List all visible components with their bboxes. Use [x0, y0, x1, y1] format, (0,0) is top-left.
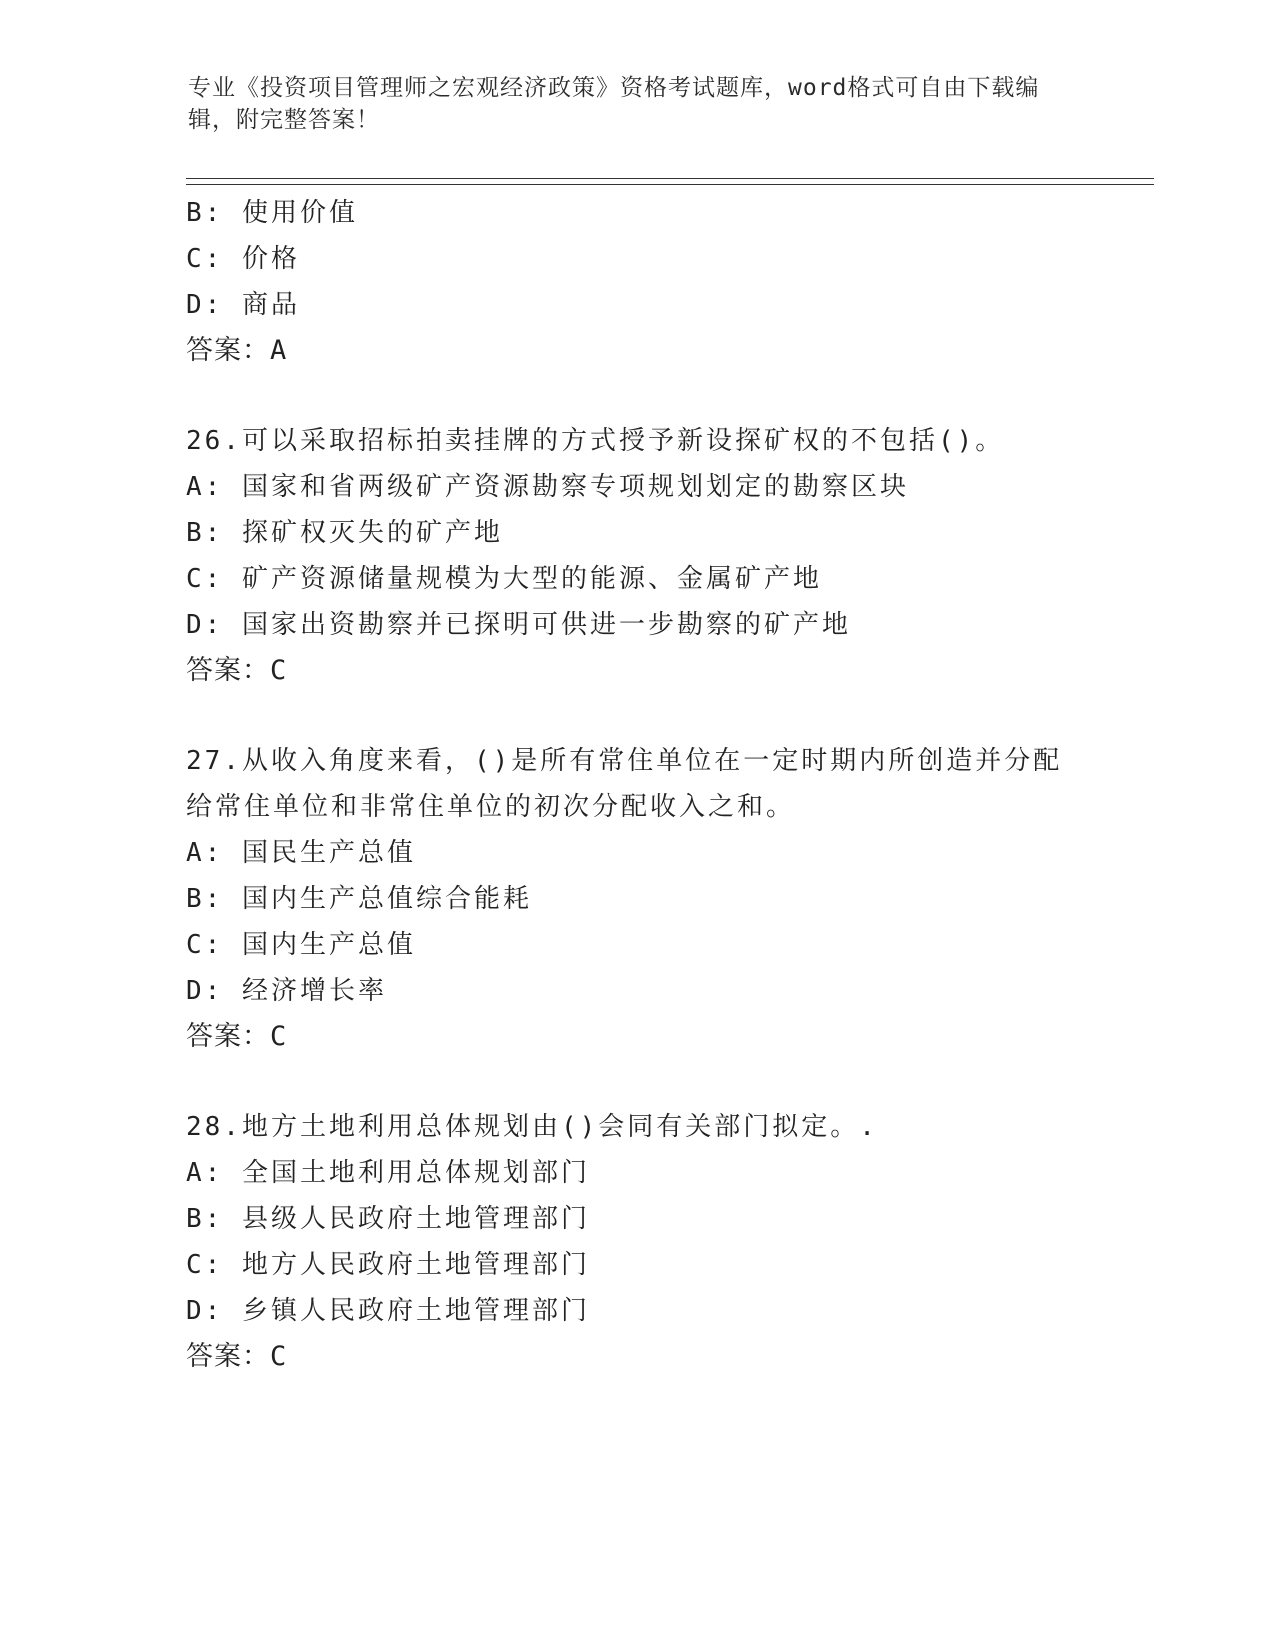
answer-value: C	[270, 1341, 288, 1372]
answer-label: 答案：	[186, 335, 270, 366]
question-stem: 27.从收入角度来看，()是所有常住单位在一定时期内所创造并分配给常住单位和非常住单位的初次分配收入之和。	[186, 746, 1063, 822]
option-letter: D:	[186, 290, 224, 320]
option-letter: B:	[186, 884, 224, 914]
option-b	[186, 876, 1146, 922]
header-rule-bottom	[186, 184, 1154, 185]
option-text: 地方人民政府土地管理部门	[241, 1250, 590, 1280]
option-a	[186, 464, 1146, 510]
option-letter: B:	[186, 518, 224, 548]
option-d	[186, 1288, 1146, 1334]
option-text: 国内生产总值	[241, 930, 416, 960]
option-letter: B:	[186, 1204, 224, 1234]
option-text: 全国土地利用总体规划部门	[241, 1158, 590, 1188]
answer-label: 答案：	[186, 1341, 270, 1372]
option-text: 县级人民政府土地管理部门	[241, 1204, 590, 1234]
partial-question	[186, 190, 1146, 374]
option-text: 国家和省两级矿产资源勘察专项规划划定的勘察区块	[241, 472, 909, 502]
option-letter: B:	[186, 198, 224, 228]
option-text: 使用价值	[241, 198, 358, 228]
question-list	[186, 190, 1146, 1380]
option-d	[186, 602, 1146, 648]
option-text: 价格	[241, 244, 300, 274]
option-letter: D:	[186, 610, 224, 640]
option-b	[186, 1196, 1146, 1242]
option-letter: C:	[186, 564, 224, 594]
answer-line	[186, 1014, 1146, 1060]
page-header: 专业《投资项目管理师之宏观经济政策》资格考试题库，word格式可自由下载编辑，附完整答案！	[188, 75, 1040, 133]
option-a	[186, 830, 1146, 876]
option-b	[186, 510, 1146, 556]
answer-line	[186, 328, 1146, 374]
question-stem: 28.地方土地利用总体规划由()会同有关部门拟定。.	[186, 1112, 878, 1142]
question-stem: 26.可以采取招标拍卖挂牌的方式授予新设探矿权的不包括()。	[186, 426, 1005, 456]
option-c	[186, 556, 1146, 602]
option-letter: D:	[186, 976, 224, 1006]
option-letter: A:	[186, 472, 224, 502]
question-27	[186, 738, 1146, 1060]
answer-value: C	[270, 1021, 288, 1052]
header-rule-top	[186, 178, 1154, 179]
option-letter: A:	[186, 1158, 224, 1188]
option-a	[186, 1150, 1146, 1196]
option-text: 国家出资勘察并已探明可供进一步勘察的矿产地	[241, 610, 851, 640]
answer-line	[186, 648, 1146, 694]
answer-value: C	[270, 655, 288, 686]
option-c	[186, 236, 1146, 282]
option-text: 国民生产总值	[241, 838, 416, 868]
option-letter: D:	[186, 1296, 224, 1326]
option-text: 商品	[241, 290, 300, 320]
answer-line	[186, 1334, 1146, 1380]
option-text: 矿产资源储量规模为大型的能源、金属矿产地	[241, 564, 822, 594]
option-d	[186, 968, 1146, 1014]
option-b	[186, 190, 1146, 236]
option-letter: A:	[186, 838, 224, 868]
option-text: 探矿权灭失的矿产地	[241, 518, 503, 548]
answer-label: 答案：	[186, 655, 270, 686]
option-text: 乡镇人民政府土地管理部门	[241, 1296, 590, 1326]
question-28	[186, 1104, 1146, 1380]
answer-label: 答案：	[186, 1021, 270, 1052]
answer-value: A	[270, 335, 288, 366]
option-letter: C:	[186, 1250, 224, 1280]
option-text: 经济增长率	[241, 976, 387, 1006]
option-d	[186, 282, 1146, 328]
option-c	[186, 922, 1146, 968]
option-text: 国内生产总值综合能耗	[241, 884, 532, 914]
option-c	[186, 1242, 1146, 1288]
option-letter: C:	[186, 244, 224, 274]
question-26	[186, 418, 1146, 694]
option-letter: C:	[186, 930, 224, 960]
